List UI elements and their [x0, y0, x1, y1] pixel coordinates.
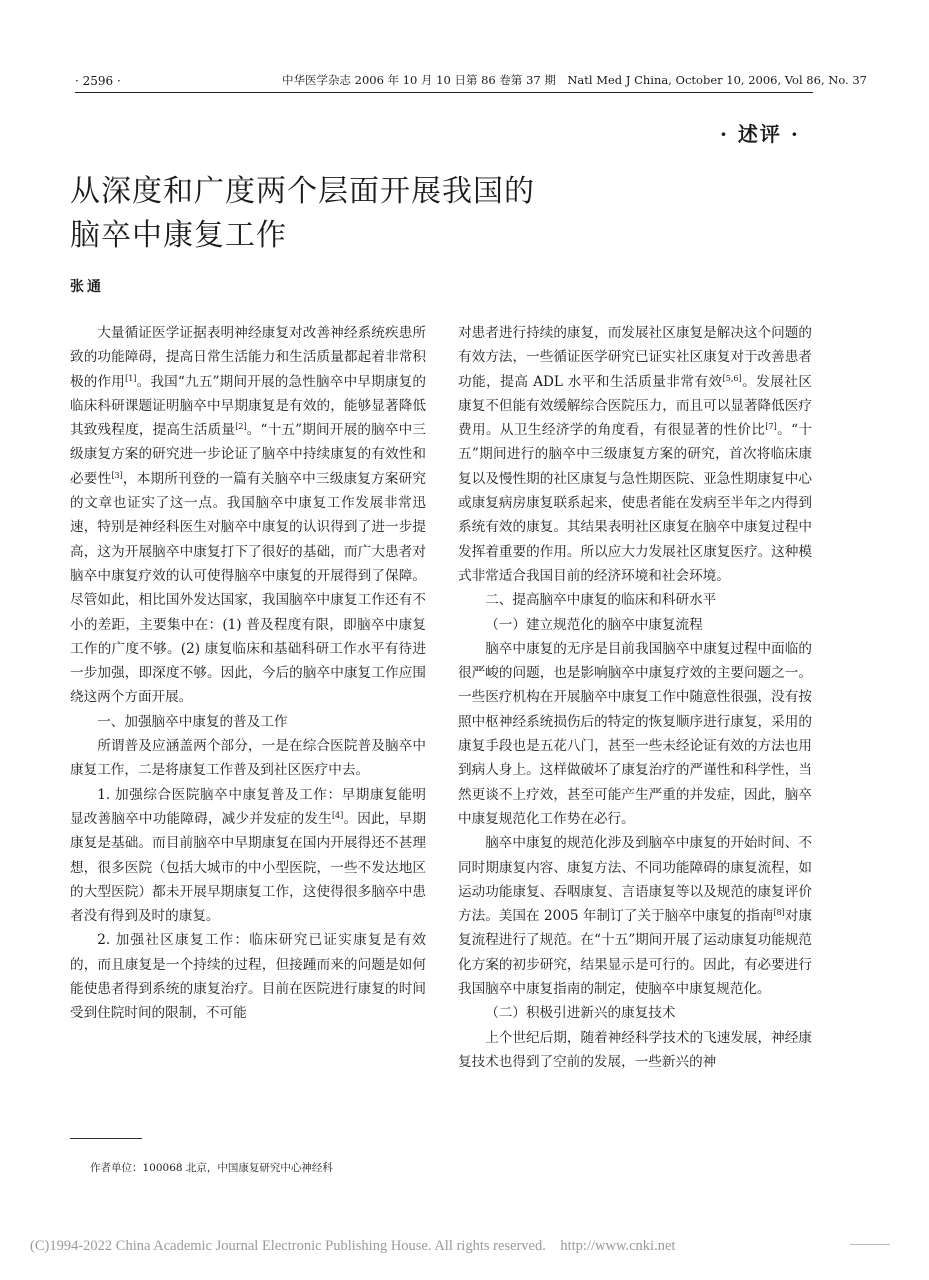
page-number: · 2596 ·	[75, 74, 121, 88]
citation: [1]	[125, 373, 137, 383]
citation: [8]	[773, 908, 785, 918]
footnote-rule	[70, 1138, 142, 1139]
section-heading: 二、提高脑卒中康复的临床和科研水平	[485, 592, 717, 609]
article-title	[70, 170, 535, 258]
left-column	[70, 321, 426, 1026]
section-tag: · 述评 ·	[720, 122, 800, 146]
author: 张通	[70, 279, 104, 295]
section-heading: 一、加强脑卒中康复的普及工作	[97, 713, 288, 730]
corner-mark	[850, 1244, 890, 1245]
copyright-notice: (C)1994-2022 China Academic Journal Electronic Publishing House. All rights reserved. http://www.cnki.net	[30, 1238, 676, 1254]
paragraph: 所谓普及应涵盖两个部分，一是在综合医院普及脑卒中康复工作，二是将康复工作普及到社区医疗中去。	[70, 738, 426, 779]
author-affiliation: 作者单位：100068 北京，中国康复研究中心神经科	[90, 1162, 333, 1174]
journal-header: 中华医学杂志 2006 年 10 月 10 日第 86 卷第 37 期 Natl Med J China, October 10, 2006, Vol 86, No. 37	[282, 73, 867, 87]
header-rule	[75, 92, 813, 93]
citation: [5,6]	[722, 373, 742, 383]
citation: [3]	[111, 470, 123, 480]
paragraph: 大量循证医学证据表明神经康复对改善神经系统疾患所致的功能障碍，提高日常生活能力和生活质量都起着非常积极的作用[1]。我国“九五”期间开展的急性脑卒中早期康复的临床科研课题证明脑卒中早期康复是有效的，能够显著降低其致残程度，提高生活质量[2]。“十五”期间开展的脑卒中三级康复方案的研究进一步论证了脑卒中持续康复的有效性和必要性[3]，本期所刊登的一篇有关脑卒中三级康复方案研究的文章也证实了这一点。我国脑卒中康复工作发展非常迅速，特别是神经科医生对脑卒中康复的认识得到了进一步提高，这为开展脑卒中康复打下了很好的基础，而广大患者对脑卒中康复疗效的认可使得脑卒中康复的开展得到了保障。尽管如此，相比国外发达国家，我国脑卒中康复工作还有不小的差距，主要集中在：(1) 普及程度有限，即脑卒中康复工作的广度不够。(2) 康复临床和基础科研工作水平有待进一步加强，即深度不够。因此，今后的脑卒中康复工作应围绕这两个方面开展。	[70, 325, 427, 706]
citation: [7]	[765, 422, 777, 432]
right-column	[458, 321, 812, 1074]
subsection-heading: （二）积极引进新兴的康复技术	[485, 1005, 676, 1022]
paragraph: 1. 加强综合医院脑卒中康复普及工作：早期康复能明显改善脑卒中功能障碍，减少并发症的发生[4]。因此，早期康复是基础。而目前脑卒中早期康复在国内开展得还不甚理想，很多医院（包括大城市的中小型医院，一些不发达地区的大型医院）都未开展早期康复工作，这使得很多脑卒中患者没有得到及时的康复。	[70, 786, 426, 925]
title-line-2: 脑卒中康复工作	[70, 218, 287, 253]
paragraph: 脑卒中康复的规范化涉及到脑卒中康复的开始时间、不同时期康复内容、康复方法、不同功能障碍的康复流程，如运动功能康复、吞咽康复、言语康复等以及规范的康复评价方法。美国在 2005 年制订了关于脑卒中康复的指南[8]对康复流程进行了规范。在“十五”期间开展了运动康复功能规范化方案的初步研究，结果显示是可行的。因此，有必要进行我国脑卒中康复指南的制定，使脑卒中康复规范化。	[458, 835, 812, 998]
paragraph: 脑卒中康复的无序是目前我国脑卒中康复过程中面临的很严峻的问题，也是影响脑卒中康复疗效的主要问题之一。一些医疗机构在开展脑卒中康复工作中随意性很强，没有按照中枢神经系统损伤后的特定的恢复顺序进行康复，采用的康复手段也是五花八门，甚至一些未经论证有效的方法也用到病人身上。这样做破坏了康复治疗的严谨性和科学性，当然更谈不上疗效，甚至可能产生严重的并发症，因此，脑卒中康复规范化工作势在必行。	[458, 640, 812, 827]
citation: [4]	[331, 810, 344, 820]
citation: [2]	[235, 422, 247, 432]
paragraph: 上个世纪后期，随着神经科学技术的飞速发展，神经康复技术也得到了空前的发展，一些新兴的神	[458, 1029, 812, 1070]
paragraph: 2. 加强社区康复工作：临床研究已证实康复是有效的，而且康复是一个持续的过程，但接踵而来的问题是如何能使患者得到系统的康复治疗。目前在医院进行康复的时间受到住院时间的限制，不可能	[70, 932, 426, 1022]
subsection-heading: （一）建立规范化的脑卒中康复流程	[485, 616, 703, 633]
title-line-1: 从深度和广度两个层面开展我国的	[70, 174, 535, 209]
paragraph: 对患者进行持续的康复，而发展社区康复是解决这个问题的有效方法，一些循证医学研究已证实社区康复对于改善患者功能，提高 ADL 水平和生活质量非常有效[5,6]。发展社区康复不但能有效缓解综合医院压力，而且可以显著降低医疗费用。从卫生经济学的角度看，有很显著的性价比[7]。“十五”期间进行的脑卒中三级康复方案的研究，首次将临床康复以及慢性期的社区康复与急性期医院、亚急性期康复中心或康复病房康复联系起来，使患者能在发病至半年之内得到系统有效的康复。其结果表明社区康复在脑卒中康复过程中发挥着重要的作用。所以应大力发展社区康复医疗。这种模式非常适合我国目前的经济环境和社会环境。	[458, 325, 813, 584]
